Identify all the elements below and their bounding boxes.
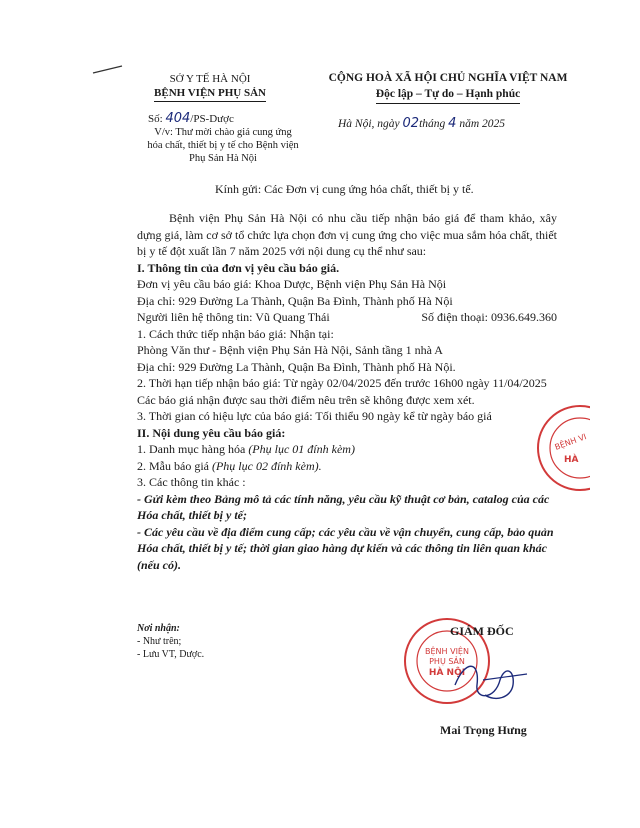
receipt-method: 1. Cách thức tiếp nhận báo giá: Nhận tại: [137, 326, 334, 341]
receipt-address: Địa chỉ: 929 Đường La Thành, Quận Ba Đình, Thành phố Hà Nội. [137, 359, 456, 374]
quote-template-label: 2. Mẫu báo giá [137, 458, 209, 473]
date-year: năm 2025 [459, 118, 505, 130]
receipt-office: Phòng Văn thư - Bệnh viện Phụ Sản Hà Nội, Sảnh tầng 1 nhà A [137, 343, 443, 357]
svg-text:BỆNH VI: BỆNH VI [553, 432, 588, 452]
date-month-label: tháng [419, 118, 446, 130]
ministry-name: SỞ Y TẾ HÀ NỘI [169, 73, 251, 85]
date-month: 4 [448, 116, 457, 131]
recipient-line: - Như trên; [137, 636, 182, 647]
quote-template-item [137, 458, 557, 475]
goods-list-label: 1. Danh mục hàng hóa [137, 442, 246, 456]
quote-template-appendix: (Phụ lục 02 đính kèm). [211, 458, 322, 473]
quote-validity: 3. Thời gian có hiệu lực của báo giá: Tối thiểu 90 ngày kể từ ngày báo giá [137, 409, 492, 423]
recipients-block [137, 622, 204, 661]
subject-line: V/v: Thư mời chào giá cung ứng [154, 127, 292, 138]
other-info-bullet: - Các yêu cầu về địa điểm cung cấp; các yêu cầu về vận chuyển, cung cấp, bảo quản Hóa chất, thiết bị y tế; thời gian giao hàng dự kiến và các thông tin liên quan khác (nếu có). [137, 524, 554, 572]
recipient-line: - Lưu VT, Dược. [137, 649, 205, 660]
contact-person: Người liên hệ thông tin: Vũ Quang Thái [137, 310, 330, 324]
salutation: Kính gửi: Các Đơn vị cung ứng hóa chất, thiết bị y tế. [215, 182, 474, 196]
subject-line: Phụ Sản Hà Nội [189, 153, 257, 164]
republic-title: CỘNG HOÀ XÃ HỘI CHỦ NGHĨA VIỆT NAM [328, 72, 568, 84]
subject-line: hóa chất, thiết bị y tế cho Bệnh viện [147, 140, 299, 151]
ref-prefix: Số: [148, 113, 163, 125]
handwritten-signature [435, 640, 535, 710]
svg-text:HÀ: HÀ [564, 455, 579, 465]
contact-row [137, 309, 557, 326]
intro-paragraph: Bệnh viện Phụ Sản Hà Nội có nhu cầu tiếp nhận báo giá để tham khảo, xây dựng giá, làm cơ sở tổ chức lựa chọn đơn vị cung ứng cho việc mua sắm hóa chất, thiết bị y tế đột xuất lần 7 năm 2025 với nội dung cụ thể như sau: [137, 211, 557, 258]
subject-block [138, 126, 308, 165]
unit-address: Địa chỉ: 929 Đường La Thành, Quận Ba Đình, Thành phố Hà Nội [137, 293, 453, 308]
pen-mark [92, 64, 124, 74]
other-info-heading: 3. Các thông tin khác : [137, 475, 246, 489]
partial-seal [530, 398, 590, 498]
ref-number: 404 [165, 111, 191, 126]
receipt-deadline: 2. Thời hạn tiếp nhận báo giá: Từ ngày 02/04/2025 đến trước 16h00 ngày 11/04/2025 [137, 376, 547, 390]
recipients-title: Nơi nhận: [137, 623, 180, 634]
late-note: Các báo giá nhận được sau thời điểm nêu trên sẽ không được xem xét. [137, 392, 475, 407]
seal-line: HÀ NỘI [428, 668, 466, 678]
national-header [298, 70, 598, 104]
section-1-heading: I. Thông tin của đơn vị yêu cầu báo giá. [137, 260, 340, 275]
signatory-title: GIÁM ĐỐC [450, 624, 514, 638]
other-info-bullet: - Gửi kèm theo Bảng mô tả các tính năng, yêu cầu kỹ thuật cơ bản, catalog của các Hóa chất, thiết bị y tế; [137, 491, 550, 522]
signatory-name: Mai Trọng Hưng [440, 723, 527, 737]
seal-line: PHỤ SẢN [429, 657, 465, 666]
goods-list-appendix: (Phụ lục 01 đính kèm) [248, 442, 355, 456]
contact-phone: Số điện thoại: 0936.649.360 [421, 310, 557, 324]
section-2-heading: II. Nội dung yêu cầu báo giá: [137, 425, 286, 440]
national-motto: Độc lập – Tự do – Hạnh phúc [376, 86, 520, 104]
seal-line: BỆNH VIỆN [425, 647, 469, 656]
date-day: 02 [402, 116, 420, 131]
ref-suffix: /PS-Dược [190, 113, 234, 125]
requesting-unit: Đơn vị yêu cầu báo giá: Khoa Dược, Bệnh viện Phụ Sản Hà Nội [137, 277, 447, 291]
issuer-block [130, 72, 290, 102]
reference-number [148, 111, 234, 126]
goods-list-item [137, 441, 557, 458]
letter-body [137, 210, 557, 573]
date-place: Hà Nội, ngày [338, 118, 400, 130]
hospital-name: BỆNH VIỆN PHỤ SẢN [154, 86, 266, 102]
document-date [338, 116, 505, 131]
